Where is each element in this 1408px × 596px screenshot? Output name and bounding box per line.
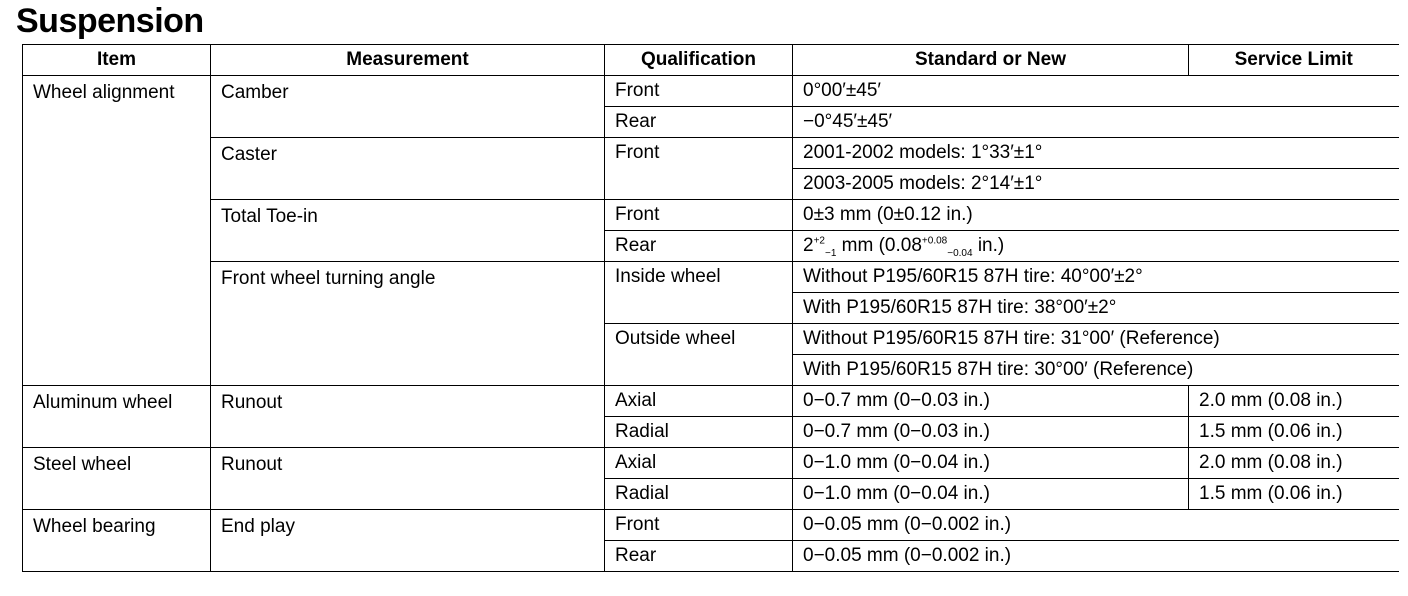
standard-cell: 0−1.0 mm (0−0.04 in.) xyxy=(793,479,1189,510)
measurement-cell: End play xyxy=(211,510,605,572)
toe-rear-base: 2 xyxy=(803,235,814,256)
measurement-cell: Runout xyxy=(211,386,605,448)
standard-cell: 2001-2002 models: 1°33′±1° xyxy=(793,138,1399,169)
header-service-limit: Service Limit xyxy=(1189,45,1399,76)
qualification-cell: Front xyxy=(605,76,793,107)
measurement-cell: Front wheel turning angle xyxy=(211,262,605,386)
standard-cell: With P195/60R15 87H tire: 30°00′ (Reference) xyxy=(793,355,1399,386)
standard-cell: 0−0.7 mm (0−0.03 in.) xyxy=(793,417,1189,448)
toe-rear-sup2: +0.08 xyxy=(921,235,948,247)
qualification-cell: Front xyxy=(605,200,793,231)
toe-rear-sub: −1 xyxy=(824,247,837,259)
header-item: Item xyxy=(23,45,211,76)
qualification-cell: Rear xyxy=(605,107,793,138)
header-measurement: Measurement xyxy=(211,45,605,76)
table-row xyxy=(23,138,1399,169)
measurement-cell: Caster xyxy=(211,138,605,200)
standard-cell: 2003-2005 models: 2°14′±1° xyxy=(793,169,1399,200)
header-standard: Standard or New xyxy=(793,45,1189,76)
qualification-cell: Outside wheel xyxy=(605,324,793,386)
measurement-cell: Camber xyxy=(211,76,605,138)
page-title: Suspension xyxy=(16,2,204,40)
standard-cell: 0−0.7 mm (0−0.03 in.) xyxy=(793,386,1189,417)
qualification-cell: Front xyxy=(605,510,793,541)
table-row xyxy=(23,386,1399,417)
qualification-cell: Front xyxy=(605,138,793,200)
table-row xyxy=(23,510,1399,541)
service-limit-cell: 1.5 mm (0.06 in.) xyxy=(1189,479,1399,510)
qualification-cell: Axial xyxy=(605,448,793,479)
standard-cell: 0−1.0 mm (0−0.04 in.) xyxy=(793,448,1189,479)
item-cell: Steel wheel xyxy=(23,448,211,510)
standard-cell: 0−0.05 mm (0−0.002 in.) xyxy=(793,510,1399,541)
toe-rear-sub2: −0.04 xyxy=(947,247,973,259)
measurement-cell: Runout xyxy=(211,448,605,510)
standard-cell: −0°45′±45′ xyxy=(793,107,1399,138)
standard-cell: 0°00′±45′ xyxy=(793,76,1399,107)
standard-cell: Without P195/60R15 87H tire: 40°00′±2° xyxy=(793,262,1399,293)
toe-rear-mm: mm (0.08 xyxy=(836,235,922,256)
table-row xyxy=(23,262,1399,293)
item-cell: Wheel alignment xyxy=(23,76,211,386)
standard-cell xyxy=(793,231,1399,262)
table-row xyxy=(23,76,1399,107)
qualification-cell: Radial xyxy=(605,479,793,510)
header-qualification: Qualification xyxy=(605,45,793,76)
qualification-cell: Axial xyxy=(605,386,793,417)
qualification-cell: Rear xyxy=(605,231,793,262)
service-limit-cell: 2.0 mm (0.08 in.) xyxy=(1189,386,1399,417)
standard-cell: 0−0.05 mm (0−0.002 in.) xyxy=(793,541,1399,572)
qualification-cell: Radial xyxy=(605,417,793,448)
table-header-row xyxy=(23,45,1399,76)
qualification-cell: Rear xyxy=(605,541,793,572)
toe-rear-in: in.) xyxy=(972,235,1005,256)
item-cell: Aluminum wheel xyxy=(23,386,211,448)
item-cell: Wheel bearing xyxy=(23,510,211,572)
table-row xyxy=(23,200,1399,231)
service-limit-cell: 2.0 mm (0.08 in.) xyxy=(1189,448,1399,479)
table-row xyxy=(23,448,1399,479)
qualification-cell: Inside wheel xyxy=(605,262,793,324)
toe-rear-sup: +2 xyxy=(813,235,825,247)
standard-cell: 0±3 mm (0±0.12 in.) xyxy=(793,200,1399,231)
standard-cell: With P195/60R15 87H tire: 38°00′±2° xyxy=(793,293,1399,324)
suspension-spec-table xyxy=(22,44,1399,572)
standard-cell: Without P195/60R15 87H tire: 31°00′ (Reference) xyxy=(793,324,1399,355)
measurement-cell: Total Toe-in xyxy=(211,200,605,262)
service-limit-cell: 1.5 mm (0.06 in.) xyxy=(1189,417,1399,448)
